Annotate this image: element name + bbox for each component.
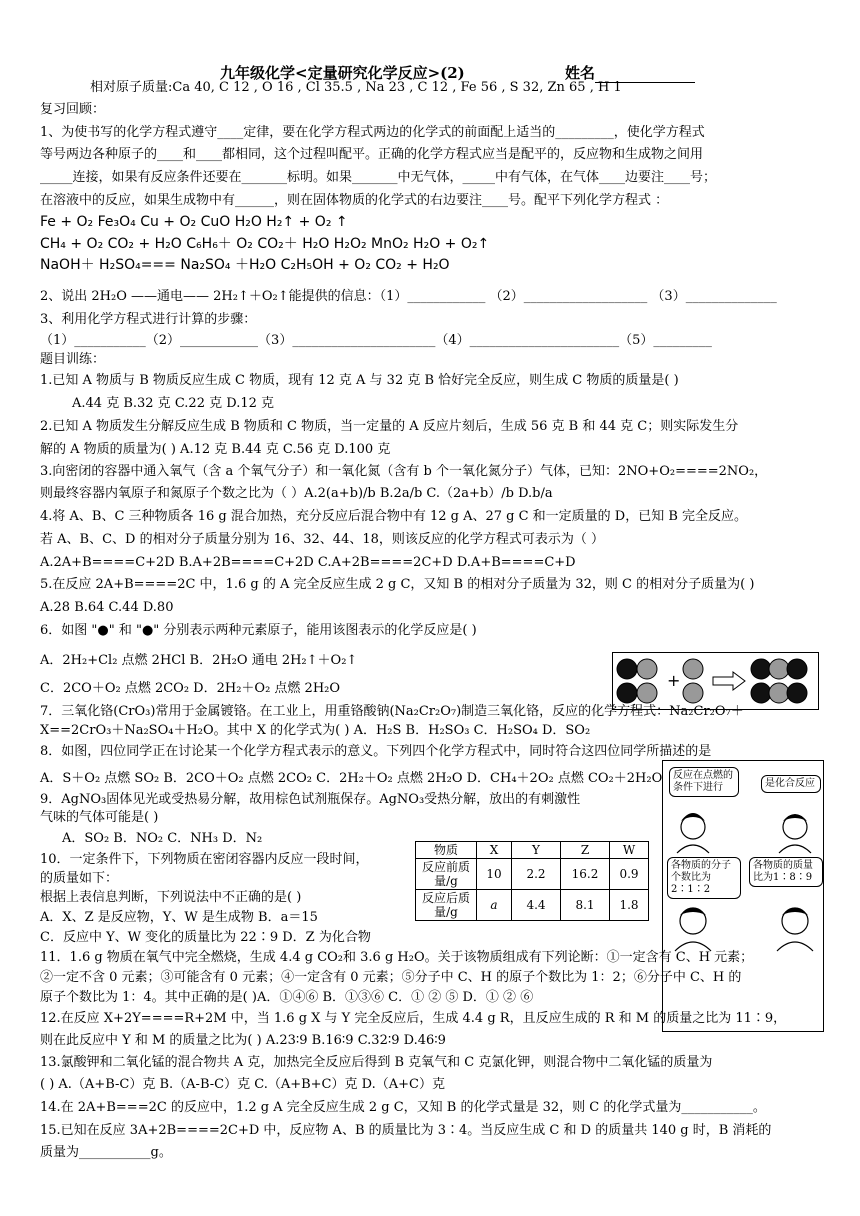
page-title: 九年级化学<定量研究化学反应>(2) — [220, 64, 465, 82]
text-line: 原子个数比为 1：4。其中正确的是( )A．①④⑥ B．①③⑥ C．① ② ⑤ D．① ② ⑥ — [40, 990, 534, 1005]
text-line: A．S＋O₂ 点燃 SO₂ B．2CO＋O₂ 点燃 2CO₂ C．2H₂＋O₂ 点燃 2H₂O D．CH₄＋2O₂ 点燃 CO₂＋2H₂O — [40, 771, 663, 786]
text-line: 1、为使书写的化学方程式遵守____定律，要在化学方程式两边的化学式的前面配上适当的_________，使化学方程式 — [40, 125, 705, 140]
text-line: 2、说出 2H₂O ——通电—— 2H₂↑＋O₂↑能提供的信息：（1）____________ （2）___________________ （3）______________ — [40, 289, 777, 304]
text-line: 12.在反应 X+2Y====R+2M 中，当 1.6 g X 与 Y 完全反应后，生成 4.4 g R，且反应生成的 R 和 M 的质量之比为 11∶9， — [40, 1011, 787, 1026]
text-line: 质量为___________g。 — [40, 1145, 172, 1160]
text-line: 14.在 2A+B===2C 的反应中，1.2 g A 完全反应生成 2 g C，又知 B 的化学式量是 32，则 C 的化学式量为___________。 — [40, 1100, 766, 1115]
text-line: CH₄ + O₂ CO₂ + H₂O C₆H₆＋ O₂ CO₂＋ H₂O H₂O₂ MnO₂ H₂O + O₂↑ — [40, 236, 490, 252]
text-line: 4.将 A、B、C 三种物质各 16 g 混合加热，充分反应后混合物中有 12 g A、27 g C 和一定质量的 D，已知 B 完全反应。 — [40, 509, 748, 524]
text-line: 题目训练： — [40, 352, 106, 367]
text-line: _____连接，如果有反应条件还要在_______标明。如果_______中无气体，_____中有气体，在气体____边要注____号； — [40, 170, 717, 185]
table-cell: a — [477, 890, 512, 921]
table-cell: 16.2 — [561, 859, 610, 890]
text-line: 8．如图，四位同学正在讨论某一个化学方程式表示的意义。下列四个化学方程式中，同时符合这四位同学所描述的是 — [40, 744, 712, 759]
table-cell: 物质 — [416, 842, 477, 859]
table-row — [416, 859, 649, 890]
data-table — [415, 841, 649, 921]
text-line: A.2A+B====C+2D B.A+2B====C+2D C.A+2B====2C+D D.A+B====C+D — [40, 555, 576, 570]
table-cell: X — [477, 842, 512, 859]
table-header-row — [416, 842, 649, 859]
text-line: C．反应中 Y、W 变化的质量比为 22∶9 D．Z 为化合物 — [40, 930, 371, 945]
table-row — [416, 890, 649, 921]
table-cell: 4.4 — [512, 890, 561, 921]
table-cell: 反应后质量/g — [416, 890, 477, 921]
molecule-figure — [612, 652, 819, 710]
text-line: 的质量如下： — [40, 871, 119, 886]
text-line: 3、利用化学方程式进行计算的步骤： — [40, 312, 257, 327]
text-line: A.44 克 B.32 克 C.22 克 D.12 克 — [72, 396, 275, 411]
text-line: 解的 A 物质的质量为( ) A.12 克 B.44 克 C.56 克 D.100 克 — [40, 442, 391, 457]
text-line: （1）___________（2）____________（3）______________________（4）_______________________（5）_________ — [40, 333, 712, 348]
bubble-molecule-ratio: 各物质的分子个数比为2∶1∶2 — [667, 857, 741, 899]
bubble-combination: 是化合反应 — [761, 775, 821, 793]
table-cell: 8.1 — [561, 890, 610, 921]
text-line: 15.已知在反应 3A+2B====2C+D 中，反应物 A、B 的质量比为 3∶4。当反应生成 C 和 D 的质量共 140 g 时，B 消耗的 — [40, 1123, 772, 1138]
molecule-diagram — [613, 653, 818, 709]
table-cell: Y — [512, 842, 561, 859]
text-line: 3.向密闭的容器中通入氧气（含 a 个氧气分子）和一氧化氮（含有 b 个一氧化氮分子）气体，已知：2NO+O₂====2NO₂， — [40, 464, 768, 479]
text-line: 复习回顾： — [40, 102, 106, 117]
text-line: 气味的气体可能是( ) — [40, 810, 159, 825]
text-line: A．SO₂ B．NO₂ C．NH₃ D．N₂ — [62, 831, 263, 846]
text-line: 则在此反应中 Y 和 M 的质量之比为( ) A.23∶9 B.16∶9 C.32∶9 D.46∶9 — [40, 1033, 446, 1048]
name-label: 姓名 — [565, 62, 695, 83]
bubble-condition: 反应在点燃的条件下进行 — [669, 767, 739, 797]
text-line: 10．一定条件下，下列物质在密闭容器内反应一段时间， — [40, 852, 369, 867]
text-line: 7．三氧化铬(CrO₃)常用于金属镀铬。在工业上，用重铬酸钠(Na₂Cr₂O₇)制造三氧化铬，反应的化学方程式：Na₂Cr₂O₇＋ — [40, 704, 744, 719]
text-line: 相对原子质量:Ca 40, C 12 , O 16 , Cl 35.5 , Na 23 , C 12 , Fe 56 , S 32, Zn 65 , H 1 — [90, 80, 622, 95]
text-line: 1.已知 A 物质与 B 物质反应生成 C 物质，现有 12 克 A 与 32 克 B 恰好完全反应，则生成 C 物质的质量是( ) — [40, 373, 679, 388]
table-cell: W — [610, 842, 649, 859]
text-line: ②一定不含 0 元素；③可能含有 0 元素；④一定含有 0 元素；⑤分子中 C、H 的原子个数比为 1：2；⑥分子中 C、H 的 — [40, 970, 742, 985]
text-line: A．X、Z 是反应物，Y、W 是生成物 B．a＝15 — [40, 910, 318, 925]
table-cell: Z — [561, 842, 610, 859]
text-line: 根据上表信息判断，下列说法中不正确的是( ) — [40, 890, 302, 905]
text-line: 11．1.6 g 物质在氧气中完全燃烧，生成 4.4 g CO₂和 3.6 g H₂O。关于该物质组成有下列论断：①一定含有 C、H 元素； — [40, 950, 754, 965]
student-drawings — [663, 761, 823, 1031]
table-cell: 反应前质量/g — [416, 859, 477, 890]
text-line: Fe + O₂ Fe₃O₄ Cu + O₂ CuO H₂O H₂↑ + O₂ ↑ — [40, 214, 348, 230]
table-cell: 1.8 — [610, 890, 649, 921]
svg-text:+: + — [667, 671, 681, 690]
bubble-mass-ratio: 各物质的质量比为1∶8∶9 — [749, 857, 823, 887]
text-line: C．2CO＋O₂ 点燃 2CO₂ D．2H₂＋O₂ 点燃 2H₂O — [40, 681, 341, 696]
table-cell: 10 — [477, 859, 512, 890]
text-line: 在溶液中的反应，如果生成物中有______，则在固体物质的化学式的右边要注____号。配平下列化学方程式 ： — [40, 193, 669, 208]
table-cell: 2.2 — [512, 859, 561, 890]
students-figure — [662, 760, 824, 1032]
text-line: ( ) A.（A+B-C）克 B.（A-B-C）克 C.（A+B+C）克 D.（A+C）克 — [40, 1077, 445, 1092]
text-line: 5.在反应 2A+B====2C 中，1.6 g 的 A 完全反应生成 2 g C，又知 B 的相对分子质量为 32，则 C 的相对分子质量为( ) — [40, 577, 755, 592]
text-line: 则最终容器内氧原子和氮原子个数之比为（ ）A.2(a+b)/b B.2a/b C.（2a+b）/b D.b/a — [40, 486, 553, 501]
text-line: 若 A、B、C、D 的相对分子质量分别为 16、32、44、18，则该反应的化学方程式可表示为（ ） — [40, 532, 605, 547]
student-icon — [675, 815, 813, 951]
text-line: 6．如图 "●" 和 "●" 分别表示两种元素原子，能用该图表示的化学反应是( ) — [40, 623, 477, 638]
text-line: 13.氯酸钾和二氧化锰的混合物共 A 克，加热完全反应后得到 B 克氧气和 C 克氯化钾，则混合物中二氧化锰的质量为 — [40, 1055, 713, 1070]
text-line: A.28 B.64 C.44 D.80 — [40, 600, 174, 615]
text-line: 2.已知 A 物质发生分解反应生成 B 物质和 C 物质，当一定量的 A 反应片刻后，生成 56 克 B 和 44 克 C；则实际发生分 — [40, 419, 739, 434]
text-line: NaOH＋ H₂SO₄=== Na₂SO₄ ＋H₂O C₂H₅OH + O₂ CO₂ + H₂O — [40, 257, 450, 273]
text-line: 9．AgNO₃固体见光或受热易分解，故用棕色试剂瓶保存。AgNO₃受热分解，放出的有刺激性 — [40, 792, 581, 807]
text-line: 等号两边各种原子的____和____都相同，这个过程叫配平。正确的化学方程式应当是配平的，反应物和生成物之间用 — [40, 147, 704, 162]
table-cell: 0.9 — [610, 859, 649, 890]
text-line: X==2CrO₃＋Na₂SO₄＋H₂O。其中 X 的化学式为( ) A．H₂S B．H₂SO₃ C．H₂SO₄ D．SO₂ — [40, 723, 591, 738]
text-line: A．2H₂+Cl₂ 点燃 2HCl B．2H₂O 通电 2H₂↑＋O₂↑ — [40, 653, 358, 668]
